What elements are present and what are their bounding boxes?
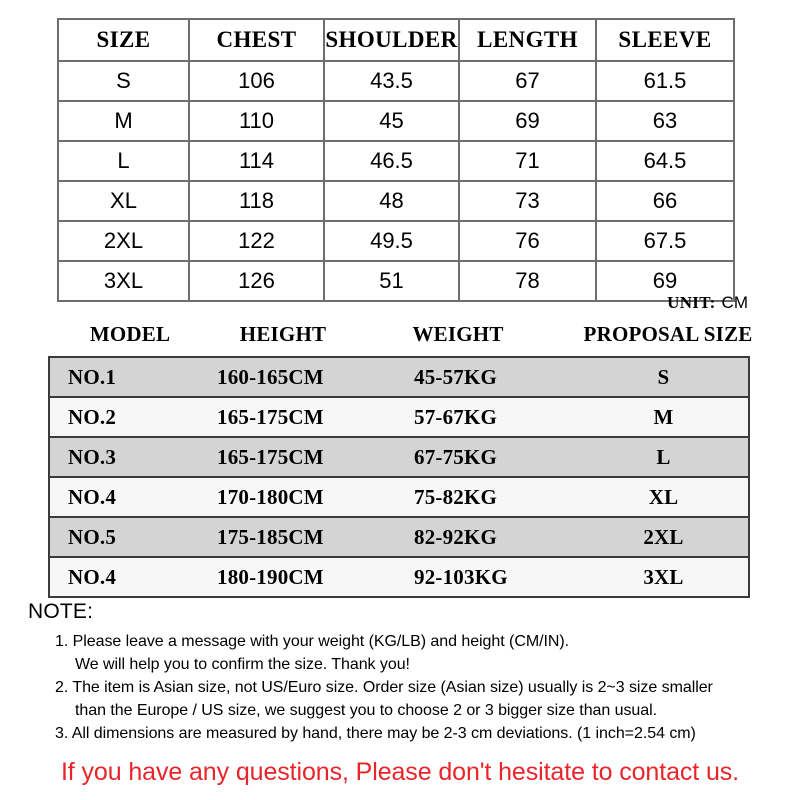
table-row: [58, 61, 734, 101]
table-row: [58, 221, 734, 261]
cell-chest: 118: [189, 181, 324, 221]
cell-shoulder: 45: [324, 101, 459, 141]
cell-shoulder: 51: [324, 261, 459, 301]
cell-chest: 114: [189, 141, 324, 181]
table-row: [49, 437, 749, 477]
cell-proposal-size: S: [579, 357, 749, 397]
cell-length: 71: [459, 141, 596, 181]
cell-shoulder: 49.5: [324, 221, 459, 261]
cell-size: L: [58, 141, 189, 181]
note-item-line1: 1. Please leave a message with your weight (KG/LB) and height (CM/IN).: [55, 633, 570, 650]
column-header-height: HEIGHT: [239, 322, 327, 346]
column-header-chest: CHEST: [189, 19, 324, 61]
column-header-shoulder: SHOULDER: [324, 19, 459, 61]
table-row: [58, 141, 734, 181]
cell-size: S: [58, 61, 189, 101]
cell-sleeve: 63: [596, 101, 734, 141]
cell-chest: 106: [189, 61, 324, 101]
cell-proposal-size: 2XL: [579, 517, 749, 557]
column-header-model: MODEL: [89, 322, 171, 346]
model-table-header-row: [48, 322, 753, 352]
cell-sleeve: 67.5: [596, 221, 734, 261]
note-item-line2: We will help you to confirm the size. Thank you!: [75, 656, 410, 673]
cell-model: NO.2: [49, 397, 209, 437]
table-row: [58, 261, 734, 301]
cell-weight: 82-92KG: [399, 517, 579, 557]
column-header-weight: WEIGHT: [412, 322, 504, 346]
note-item: [55, 676, 772, 722]
cell-size: M: [58, 101, 189, 141]
cell-length: 69: [459, 101, 596, 141]
cell-length: 78: [459, 261, 596, 301]
cell-weight: 92-103KG: [399, 557, 579, 597]
cell-model: NO.1: [49, 357, 209, 397]
model-recommendation-table: [48, 356, 750, 598]
note-item-line1: 3. All dimensions are measured by hand, there may be 2-3 cm deviations. (1 inch=2.54 cm): [55, 725, 696, 742]
column-header-proposal-size: PROPOSAL SIZE: [583, 322, 753, 346]
unit-label: UNIT:: [667, 293, 716, 312]
cell-height: 170-180CM: [209, 477, 399, 517]
cell-proposal-size: XL: [579, 477, 749, 517]
cell-height: 175-185CM: [209, 517, 399, 557]
cell-proposal-size: M: [579, 397, 749, 437]
cell-weight: 75-82KG: [399, 477, 579, 517]
cell-length: 76: [459, 221, 596, 261]
cell-height: 165-175CM: [209, 437, 399, 477]
column-header-length: LENGTH: [459, 19, 596, 61]
table-row: [49, 397, 749, 437]
cell-sleeve: 64.5: [596, 141, 734, 181]
contact-us-footer: If you have any questions, Please don't hesitate to contact us.: [60, 758, 740, 786]
note-item-line2: than the Europe / US size, we suggest you to choose 2 or 3 bigger size than usual.: [75, 702, 658, 719]
cell-height: 180-190CM: [209, 557, 399, 597]
cell-length: 67: [459, 61, 596, 101]
cell-proposal-size: 3XL: [579, 557, 749, 597]
column-header-sleeve: SLEEVE: [596, 19, 734, 61]
cell-shoulder: 48: [324, 181, 459, 221]
cell-chest: 122: [189, 221, 324, 261]
size-measurement-table: [57, 18, 735, 302]
cell-sleeve: 69: [596, 261, 734, 301]
cell-model: NO.5: [49, 517, 209, 557]
note-section: [28, 600, 772, 745]
table-row: [49, 477, 749, 517]
note-title: NOTE:: [28, 600, 94, 623]
column-header-size: SIZE: [58, 19, 189, 61]
cell-sleeve: 61.5: [596, 61, 734, 101]
cell-weight: 45-57KG: [399, 357, 579, 397]
note-item: [55, 722, 772, 745]
size-table-header-row: [58, 19, 734, 61]
cell-height: 160-165CM: [209, 357, 399, 397]
note-item-line1: 2. The item is Asian size, not US/Euro size. Order size (Asian size) usually is 2~3 size smaller: [55, 679, 713, 696]
cell-chest: 110: [189, 101, 324, 141]
table-row: [58, 101, 734, 141]
cell-model: NO.4: [49, 557, 209, 597]
cell-proposal-size: L: [579, 437, 749, 477]
cell-shoulder: 46.5: [324, 141, 459, 181]
cell-weight: 57-67KG: [399, 397, 579, 437]
note-item: [55, 630, 772, 676]
cell-shoulder: 43.5: [324, 61, 459, 101]
table-row: [49, 357, 749, 397]
table-row: [58, 181, 734, 221]
cell-size: 2XL: [58, 221, 189, 261]
unit-value: CM: [721, 293, 748, 312]
cell-weight: 67-75KG: [399, 437, 579, 477]
cell-model: NO.3: [49, 437, 209, 477]
cell-size: 3XL: [58, 261, 189, 301]
cell-chest: 126: [189, 261, 324, 301]
cell-height: 165-175CM: [209, 397, 399, 437]
table-row: [49, 557, 749, 597]
cell-length: 73: [459, 181, 596, 221]
unit-annotation: [667, 293, 748, 313]
cell-model: NO.4: [49, 477, 209, 517]
table-row: [49, 517, 749, 557]
cell-size: XL: [58, 181, 189, 221]
cell-sleeve: 66: [596, 181, 734, 221]
